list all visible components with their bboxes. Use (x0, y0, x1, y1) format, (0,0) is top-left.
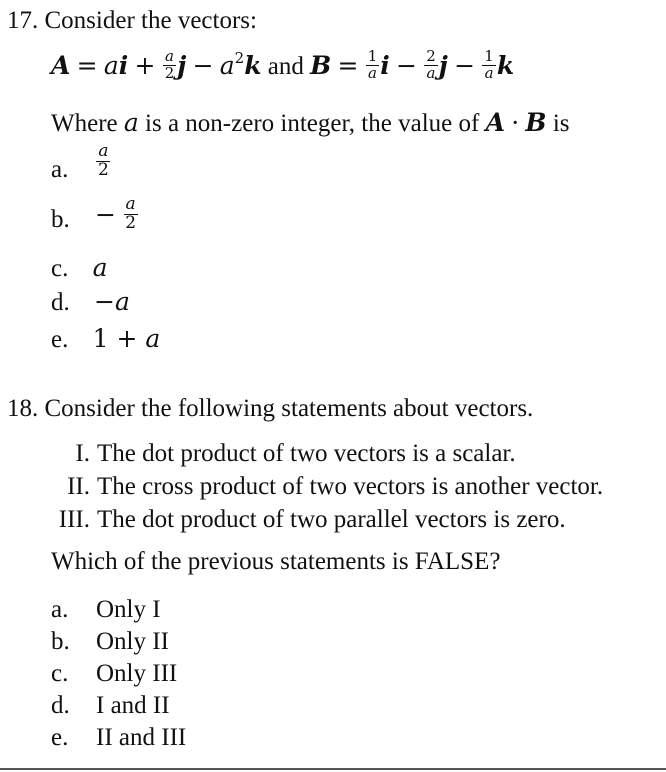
unit-vector-j: j (177, 50, 187, 80)
q17-number: 17. (7, 7, 39, 34)
q17-option-e[interactable]: e. 1 + a (51, 324, 161, 353)
q17-option-b[interactable]: b. (51, 206, 70, 233)
fraction-1-over-a-2: $\frac{1}{a}$ (484, 47, 494, 82)
fraction-2-over-a: $\frac{2}{a}$ (426, 47, 436, 82)
unit-vector-k: k (244, 50, 262, 80)
bottom-divider (0, 768, 666, 770)
q17-where-line: Where a is a non-zero integer, the value of A · B is (51, 108, 570, 137)
vector-A-symbol: A (51, 50, 71, 80)
q18-header (7, 396, 533, 421)
q17-option-c[interactable]: c. a (51, 253, 108, 282)
q17-option-b-value: − $\frac{a}{2}$ (95, 194, 137, 233)
q17-vector-equation: A = ai + $\frac{a}{2}$ $j - a^2k$ and B = $\frac{1}{a}$ i − $\frac{2}{a}$ j − $\frac{1}{a}$ k (51, 47, 515, 82)
q18-option-e[interactable]: e. II and III (51, 724, 187, 751)
q18-prompt: Consider the following statements about vectors. (44, 395, 534, 422)
q17-option-a-value: $\frac{a}{2}$ (98, 141, 109, 180)
q17-option-d[interactable]: d. −a (51, 287, 130, 316)
q18-option-d[interactable]: d. I and II (51, 692, 170, 719)
q18-question: Which of the previous statements is FALSE? (51, 548, 501, 575)
vector-B-symbol: B (310, 50, 332, 80)
q17-prompt: Consider the vectors: (44, 7, 257, 34)
fraction-a-over-2: $\frac{a}{2}$ (164, 47, 175, 82)
q18-option-b[interactable]: b. Only II (51, 628, 169, 655)
unit-vector-i: i (118, 50, 129, 80)
q17-header (7, 8, 257, 33)
fraction-1-over-a: $\frac{1}{a}$ (367, 47, 378, 82)
q18-number: 18. (7, 395, 39, 422)
q17-option-a[interactable]: a. (51, 156, 69, 183)
q18-option-c[interactable]: c. Only III (51, 660, 178, 687)
q18-option-a[interactable]: a. Only I (51, 596, 161, 623)
